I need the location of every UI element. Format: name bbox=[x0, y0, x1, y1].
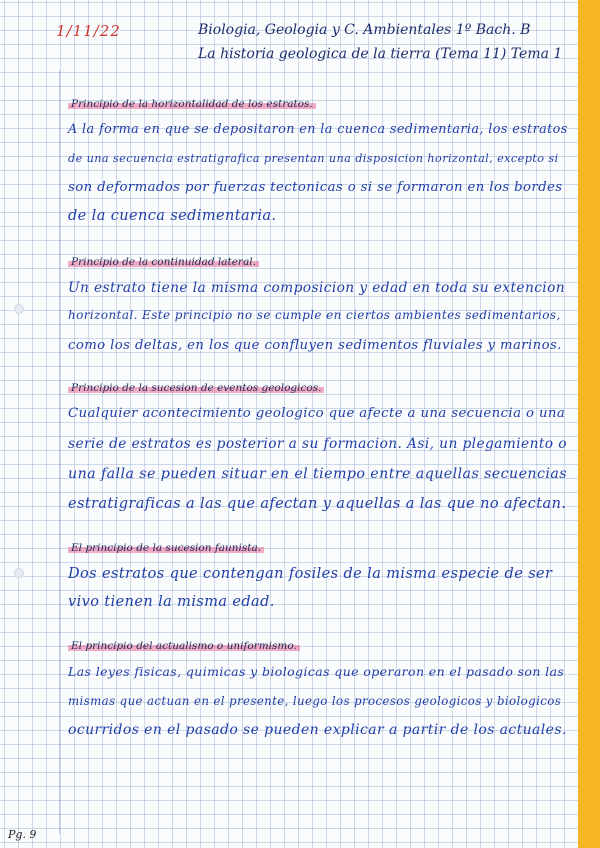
section-title: Principio de la sucesion de eventos geologicos. bbox=[68, 382, 324, 394]
text-line: como los deltas, en los que confluyen sedimentos fluviales y marinos. bbox=[68, 338, 562, 353]
text-line: mismas que actuan en el presente, luego los procesos geologicos y biologicos bbox=[68, 694, 562, 708]
date: 1/11/22 bbox=[56, 22, 121, 40]
punch-hole bbox=[14, 568, 24, 578]
punch-hole bbox=[14, 304, 24, 314]
text-line: serie de estratos es posterior a su formacion. Asi, un plegamiento o bbox=[68, 436, 567, 452]
margin-line bbox=[59, 70, 60, 834]
text-line: Dos estratos que contengan fosiles de la misma especie de ser bbox=[68, 566, 553, 582]
text-line: horizontal. Este principio no se cumple en ciertos ambientes sedimentarios, bbox=[68, 308, 561, 322]
section-title: Principio de la horizontalidad de los estratos. bbox=[68, 98, 316, 110]
section-title: El principio del actualismo o uniformismo. bbox=[68, 640, 300, 652]
page-number: Pg. 9 bbox=[8, 828, 37, 841]
binder-edge-strip bbox=[578, 0, 600, 848]
text-line: A la forma en que se depositaron en la cuenca sedimentaria, los estratos bbox=[68, 122, 568, 137]
topic-title: La historia geologica de la tierra (Tema 11) Tema 1 bbox=[198, 46, 563, 62]
text-line: vivo tienen la misma edad. bbox=[68, 594, 275, 610]
course-title: Biologia, Geologia y C. Ambientales 1º Bach. B bbox=[198, 22, 531, 38]
section-title: Principio de la continuidad lateral. bbox=[68, 256, 259, 268]
text-line: de una secuencia estratigrafica presentan una disposicion horizontal, excepto si bbox=[68, 152, 559, 165]
text-line: de la cuenca sedimentaria. bbox=[68, 208, 277, 224]
section-title: El principio de la sucesion faunista. bbox=[68, 542, 264, 554]
text-line: ocurridos en el pasado se pueden explicar a partir de los actuales. bbox=[68, 722, 567, 738]
text-line: Las leyes fisicas, quimicas y biologicas que operaron en el pasado son las bbox=[68, 664, 565, 679]
text-line: Cualquier acontecimiento geologico que afecte a una secuencia o una bbox=[68, 406, 566, 421]
text-line: son deformados por fuerzas tectonicas o si se formaron en los bordes bbox=[68, 180, 563, 195]
text-line: Un estrato tiene la misma composicion y edad en toda su extencion bbox=[68, 280, 566, 296]
text-line: una falla se pueden situar en el tiempo entre aquellas secuencias bbox=[68, 466, 567, 482]
text-line: estratigraficas a las que afectan y aquellas a las que no afectan. bbox=[68, 496, 567, 512]
